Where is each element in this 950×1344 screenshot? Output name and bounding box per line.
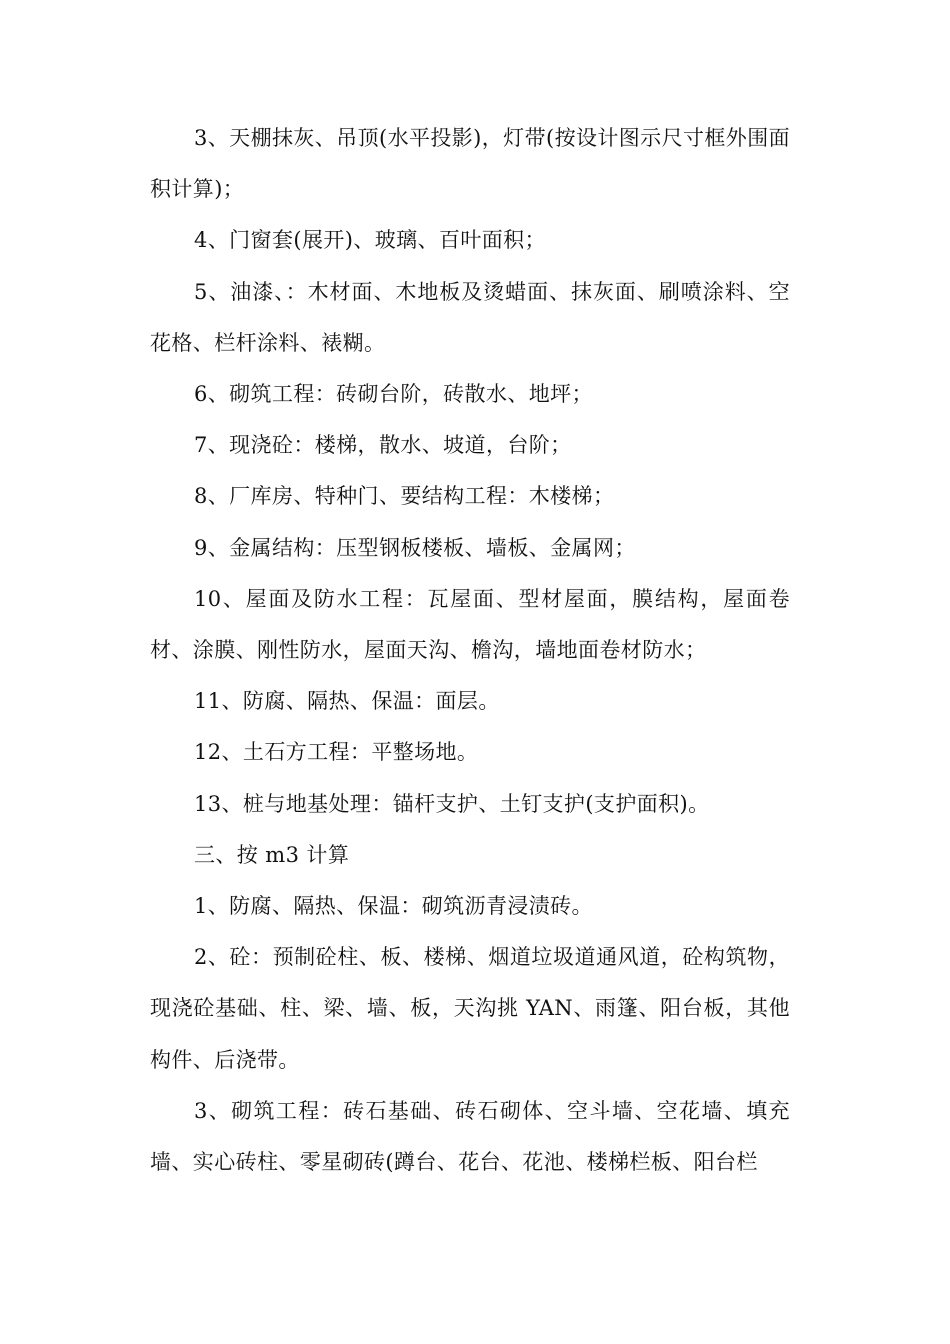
paragraph: 2、砼：预制砼柱、板、楼梯、烟道垃圾道通风道，砼构筑物，现浇砼基础、柱、梁、墙、板，天沟挑 YAN、雨篷、阳台板，其他构件、后浇带。 — [150, 945, 790, 1072]
paragraph: 6、砌筑工程：砖砌台阶，砖散水、地坪； — [194, 382, 593, 407]
paragraph: 10、屋面及防水工程：瓦屋面、型材屋面，膜结构，屋面卷材、涂膜、刚性防水，屋面天沟、檐沟，墙地面卷材防水； — [150, 586, 790, 663]
paragraph: 3、砌筑工程：砖石基础、砖石砌体、空斗墙、空花墙、填充墙、实心砖柱、零星砌砖(蹲台、花台、花池、楼梯栏板、阳台栏 — [150, 1098, 790, 1175]
paragraph: 13、桩与地基处理：锚杆支护、土钉支护(支护面积)。 — [194, 791, 710, 816]
paragraph: 4、门窗套(展开)、玻璃、百叶面积； — [194, 228, 546, 253]
section-heading: 三、按 m3 计算 — [194, 842, 350, 867]
paragraph: 12、土石方工程：平整场地。 — [194, 740, 479, 765]
paragraph: 1、防腐、隔热、保温：砌筑沥青浸渍砖。 — [194, 894, 593, 919]
paragraph: 5、油漆、：木材面、木地板及烫蜡面、抹灰面、刷喷涂料、空花格、栏杆涂料、裱糊。 — [150, 279, 790, 355]
paragraph: 11、防腐、隔热、保温：面层。 — [194, 689, 500, 714]
paragraph: 8、厂库房、特种门、要结构工程：木楼梯； — [194, 484, 615, 509]
paragraph: 9、金属结构：压型钢板楼板、墙板、金属网； — [194, 535, 636, 560]
paragraph: 3、天棚抹灰、吊顶(水平投影)，灯带(按设计图示尺寸框外围面积计算)； — [150, 126, 790, 202]
document-body — [150, 113, 790, 1188]
paragraph: 7、现浇砼：楼梯，散水、坡道，台阶； — [194, 433, 572, 458]
